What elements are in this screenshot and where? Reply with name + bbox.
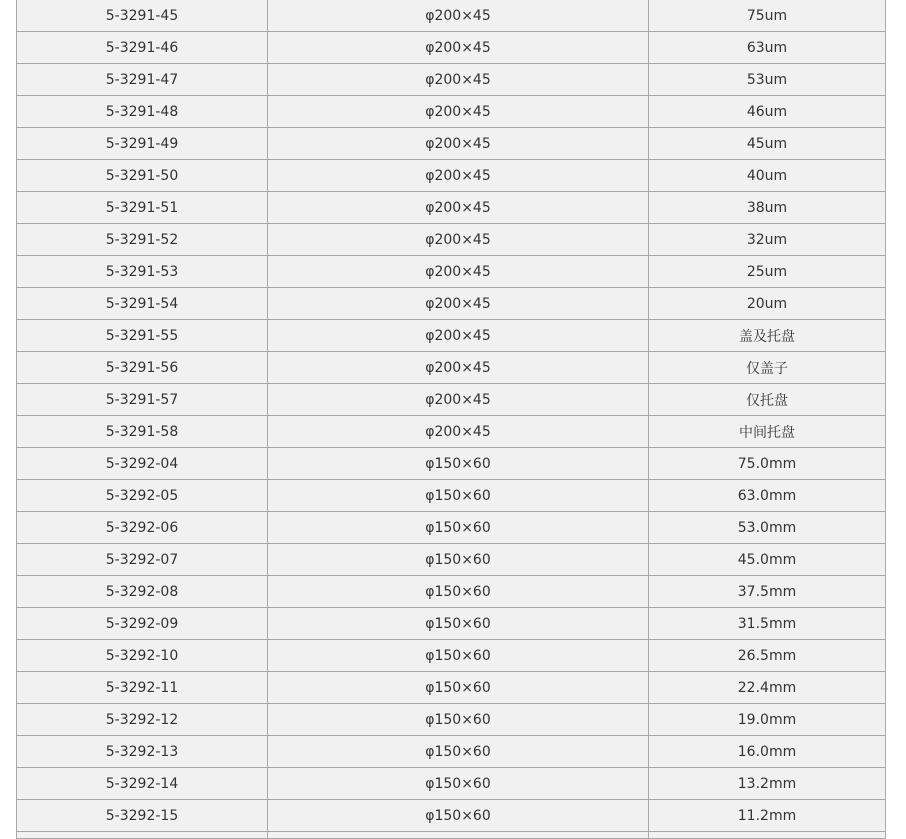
- cell-item-number: 5-3292-08: [17, 576, 268, 608]
- cell-item-number: 5-3291-49: [17, 128, 268, 160]
- cell-spec: 75um: [649, 0, 886, 32]
- cell-spec: 13.2mm: [649, 768, 886, 800]
- cell-size: φ200×45: [268, 288, 649, 320]
- cell-spec: 63um: [649, 32, 886, 64]
- table-body: [17, 0, 886, 839]
- product-spec-table: [16, 0, 886, 839]
- cell-size: φ150×60: [268, 512, 649, 544]
- table-row: [17, 768, 886, 800]
- cell-spec: 63.0mm: [649, 480, 886, 512]
- table-row: [17, 32, 886, 64]
- cell-item-number: 5-3292-15: [17, 800, 268, 832]
- cell-size: φ150×60: [268, 800, 649, 832]
- cell-item-number: 5-3291-45: [17, 0, 268, 32]
- cell-spec: 盖及托盘: [649, 320, 886, 352]
- cell-size: φ200×45: [268, 0, 649, 32]
- cell-spec: 32um: [649, 224, 886, 256]
- table-row: [17, 480, 886, 512]
- cell-spec: 37.5mm: [649, 576, 886, 608]
- cell-spec: 38um: [649, 192, 886, 224]
- cell-size: φ150×60: [268, 448, 649, 480]
- table-row: [17, 0, 886, 32]
- cell-size: φ200×45: [268, 320, 649, 352]
- cell-spec: 26.5mm: [649, 640, 886, 672]
- cell-size: φ200×45: [268, 384, 649, 416]
- cell-item-number: 5-3291-54: [17, 288, 268, 320]
- cell-item-number: 5-3291-55: [17, 320, 268, 352]
- cell-size: φ150×60: [268, 480, 649, 512]
- cell-item-number: 5-3291-58: [17, 416, 268, 448]
- cell-spec: 53um: [649, 64, 886, 96]
- table-row: [17, 640, 886, 672]
- cell-empty: [649, 832, 886, 839]
- table-row: [17, 224, 886, 256]
- cell-spec: 中间托盘: [649, 416, 886, 448]
- cell-size: φ150×60: [268, 544, 649, 576]
- cell-size: φ200×45: [268, 192, 649, 224]
- cell-size: φ200×45: [268, 96, 649, 128]
- cell-size: φ200×45: [268, 64, 649, 96]
- cell-size: φ150×60: [268, 672, 649, 704]
- cell-item-number: 5-3291-52: [17, 224, 268, 256]
- cell-spec: 40um: [649, 160, 886, 192]
- cell-item-number: 5-3291-51: [17, 192, 268, 224]
- table-row: [17, 256, 886, 288]
- table-row: [17, 736, 886, 768]
- cell-spec: 53.0mm: [649, 512, 886, 544]
- cell-size: φ200×45: [268, 352, 649, 384]
- cell-size: φ200×45: [268, 416, 649, 448]
- cell-item-number: 5-3292-09: [17, 608, 268, 640]
- cell-item-number: 5-3292-07: [17, 544, 268, 576]
- table-row-partial: [17, 832, 886, 839]
- cell-spec: 19.0mm: [649, 704, 886, 736]
- table-row: [17, 128, 886, 160]
- cell-spec: 20um: [649, 288, 886, 320]
- table-row: [17, 192, 886, 224]
- table-row: [17, 608, 886, 640]
- cell-size: φ150×60: [268, 768, 649, 800]
- table-row: [17, 96, 886, 128]
- product-table-container: [16, 0, 885, 839]
- table-row: [17, 576, 886, 608]
- cell-item-number: 5-3291-46: [17, 32, 268, 64]
- table-row: [17, 448, 886, 480]
- cell-item-number: 5-3292-14: [17, 768, 268, 800]
- table-row: [17, 320, 886, 352]
- cell-size: φ150×60: [268, 736, 649, 768]
- table-row: [17, 416, 886, 448]
- table-row: [17, 544, 886, 576]
- cell-empty: [17, 832, 268, 839]
- cell-size: φ200×45: [268, 224, 649, 256]
- cell-item-number: 5-3292-06: [17, 512, 268, 544]
- cell-spec: 仅托盘: [649, 384, 886, 416]
- cell-size: φ200×45: [268, 160, 649, 192]
- cell-spec: 16.0mm: [649, 736, 886, 768]
- cell-item-number: 5-3291-50: [17, 160, 268, 192]
- table-row: [17, 800, 886, 832]
- cell-spec: 31.5mm: [649, 608, 886, 640]
- cell-item-number: 5-3291-57: [17, 384, 268, 416]
- cell-item-number: 5-3292-05: [17, 480, 268, 512]
- cell-empty: [268, 832, 649, 839]
- cell-item-number: 5-3292-12: [17, 704, 268, 736]
- cell-spec: 45.0mm: [649, 544, 886, 576]
- table-row: [17, 64, 886, 96]
- cell-item-number: 5-3292-11: [17, 672, 268, 704]
- cell-spec: 22.4mm: [649, 672, 886, 704]
- table-row: [17, 384, 886, 416]
- table-row: [17, 512, 886, 544]
- cell-spec: 75.0mm: [649, 448, 886, 480]
- cell-item-number: 5-3292-10: [17, 640, 268, 672]
- cell-item-number: 5-3291-56: [17, 352, 268, 384]
- cell-size: φ150×60: [268, 640, 649, 672]
- cell-size: φ200×45: [268, 256, 649, 288]
- cell-spec: 25um: [649, 256, 886, 288]
- cell-item-number: 5-3292-04: [17, 448, 268, 480]
- table-row: [17, 704, 886, 736]
- cell-size: φ150×60: [268, 608, 649, 640]
- cell-item-number: 5-3291-47: [17, 64, 268, 96]
- cell-spec: 仅盖子: [649, 352, 886, 384]
- table-row: [17, 160, 886, 192]
- cell-item-number: 5-3291-48: [17, 96, 268, 128]
- table-row: [17, 288, 886, 320]
- cell-size: φ150×60: [268, 576, 649, 608]
- table-row: [17, 352, 886, 384]
- cell-spec: 11.2mm: [649, 800, 886, 832]
- cell-spec: 46um: [649, 96, 886, 128]
- cell-size: φ200×45: [268, 128, 649, 160]
- cell-item-number: 5-3292-13: [17, 736, 268, 768]
- cell-item-number: 5-3291-53: [17, 256, 268, 288]
- cell-size: φ150×60: [268, 704, 649, 736]
- cell-spec: 45um: [649, 128, 886, 160]
- cell-size: φ200×45: [268, 32, 649, 64]
- table-row: [17, 672, 886, 704]
